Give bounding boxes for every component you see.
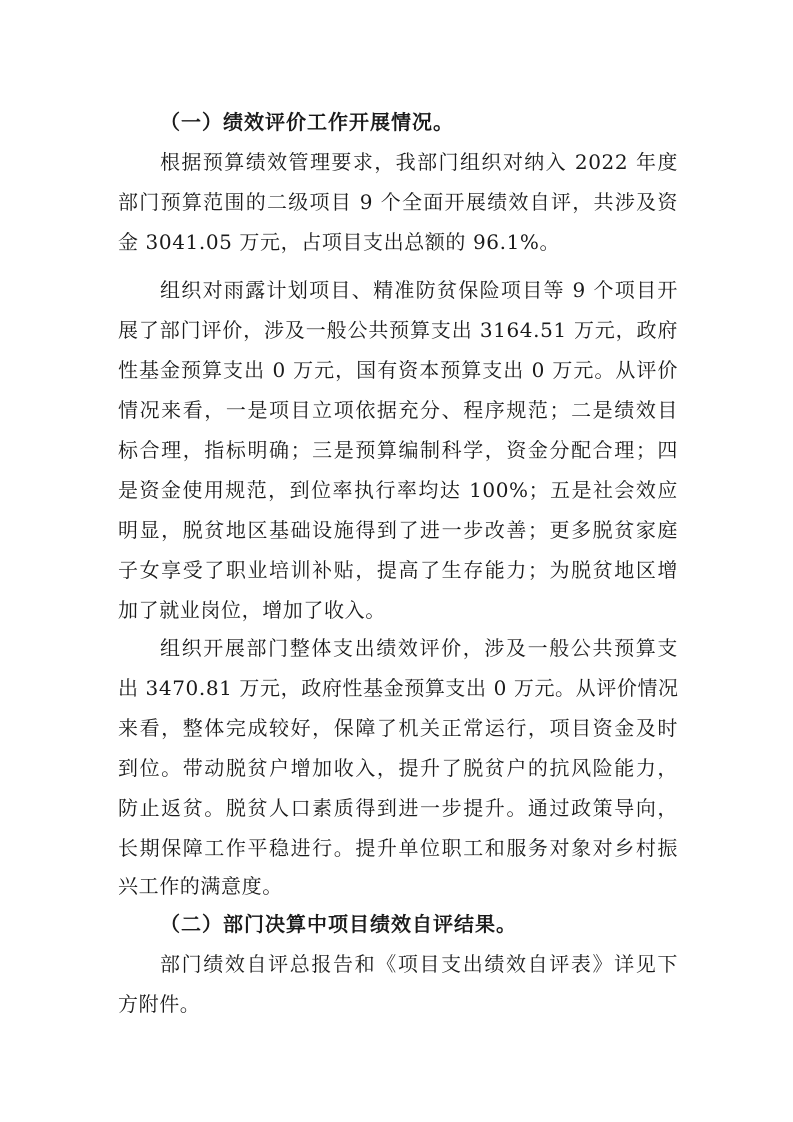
paragraph1-line: 根据预算绩效管理要求，我部门组织对纳入 2022 年度 (160, 150, 678, 174)
paragraph2-line: 展了部门评价，涉及一般公共预算支出 3164.51 万元，政府 (118, 318, 678, 342)
paragraph2-line: 加了就业岗位，增加了收入。 (118, 598, 386, 622)
paragraph1-line: 部门预算范围的二级项目 9 个全面开展绩效自评，共涉及资 (118, 190, 678, 214)
paragraph3-line: 到位。带动脱贫户增加收入，提升了脱贫户的抗风险能力， (118, 756, 678, 780)
paragraph3-line: 组织开展部门整体支出绩效评价，涉及一般公共预算支 (160, 636, 678, 660)
paragraph2-line: 明显，脱贫地区基础设施得到了进一步改善；更多脱贫家庭 (118, 518, 678, 542)
section1-heading: （一）绩效评价工作开展情况。 (160, 110, 454, 134)
paragraph3-line: 出 3470.81 万元，政府性基金预算支出 0 万元。从评价情况 (118, 676, 679, 700)
paragraph3-line: 长期保障工作平稳进行。提升单位职工和服务对象对乡村振 (118, 836, 678, 860)
paragraph4-line: 部门绩效自评总报告和《项目支出绩效自评表》详见下 (160, 952, 678, 976)
paragraph3-line: 来看，整体完成较好，保障了机关正常运行，项目资金及时 (118, 716, 678, 740)
paragraph3-line: 兴工作的满意度。 (118, 874, 283, 898)
paragraph1-line: 金 3041.05 万元，占项目支出总额的 96.1%。 (118, 230, 561, 254)
section2-heading: （二）部门决算中项目绩效自评结果。 (160, 912, 517, 936)
paragraph2-line: 子女享受了职业培训补贴，提高了生存能力；为脱贫地区增 (118, 558, 678, 582)
paragraph2-line: 性基金预算支出 0 万元，国有资本预算支出 0 万元。从评价 (118, 358, 678, 382)
paragraph4-line: 方附件。 (118, 992, 201, 1016)
paragraph3-line: 防止返贫。脱贫人口素质得到进一步提升。通过政策导向， (118, 796, 678, 820)
paragraph2-line: 是资金使用规范，到位率执行率均达 100%；五是社会效应 (118, 478, 678, 502)
paragraph2-line: 标合理，指标明确；三是预算编制科学，资金分配合理；四 (118, 438, 678, 462)
paragraph2-line: 情况来看，一是项目立项依据充分、程序规范；二是绩效目 (118, 398, 678, 422)
paragraph2-line: 组织对雨露计划项目、精准防贫保险项目等 9 个项目开 (160, 278, 678, 302)
